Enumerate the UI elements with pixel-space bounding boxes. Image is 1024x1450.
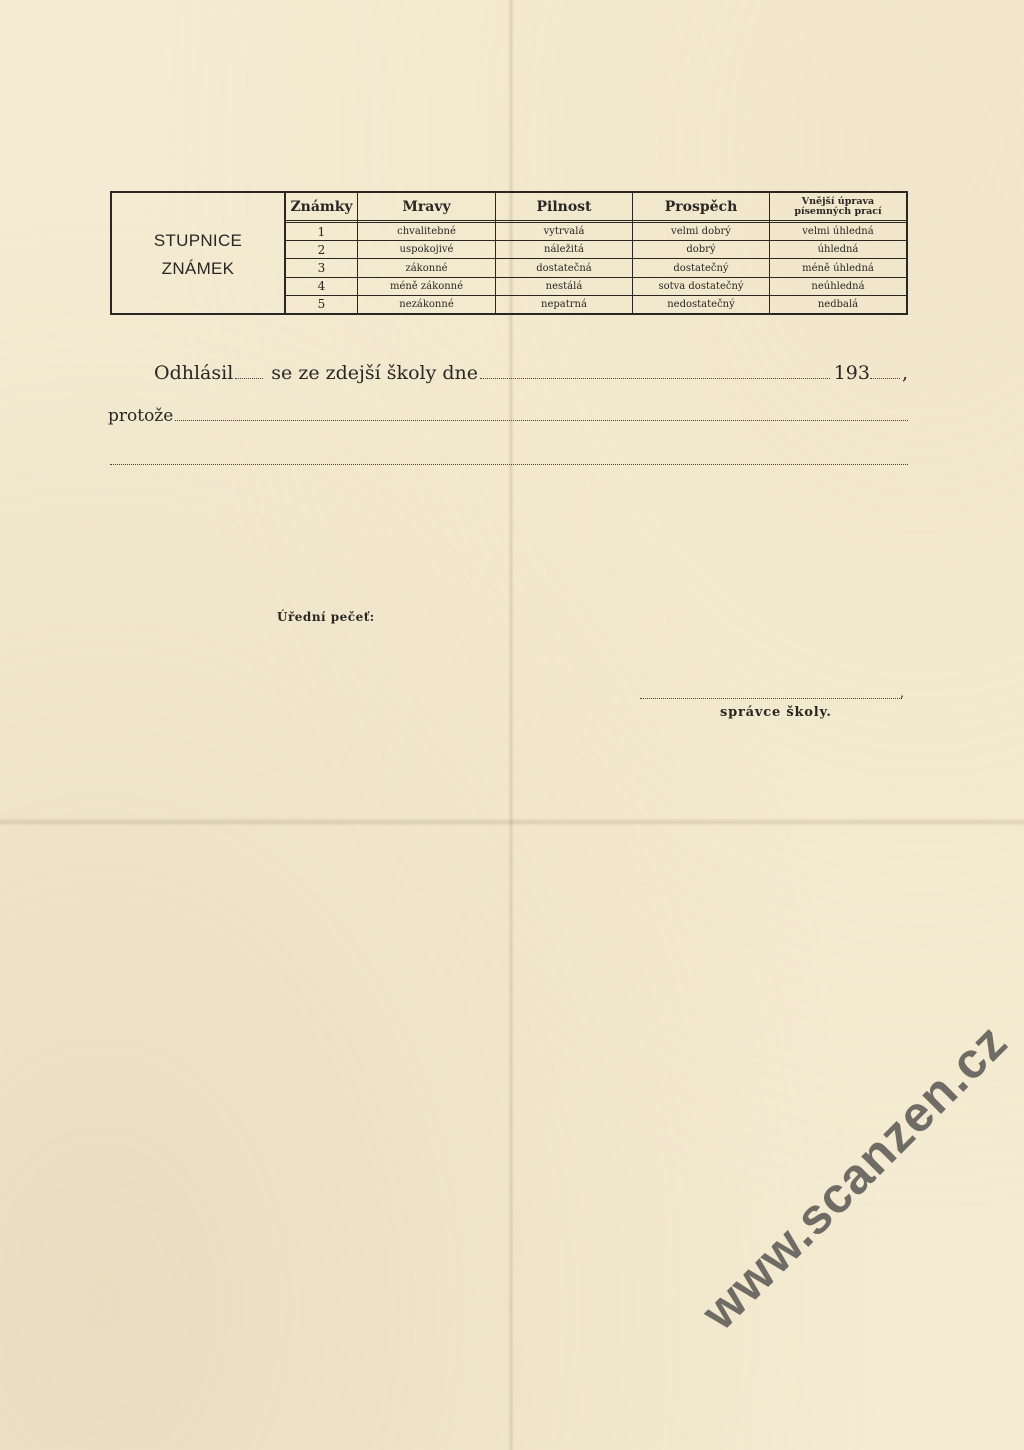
table-cell: náležitá (496, 241, 632, 259)
official-seal-label: Úřední pečeť: (277, 610, 375, 624)
table-cell: méně zákonné (358, 278, 495, 296)
table-cell: nedostatečný (667, 298, 735, 310)
scale-title (112, 193, 286, 313)
column-prospech (633, 193, 770, 313)
table-cell: 5 (317, 297, 326, 312)
column-mravy (358, 193, 496, 313)
school-text: se ze zdejší školy dne (271, 362, 478, 384)
table-cell: 2 (286, 241, 357, 259)
table-cell: velmi dobrý (633, 223, 769, 241)
table-cell: dobrý (633, 241, 769, 259)
reason-line (108, 400, 908, 426)
watermark: www.scanzen.cz (690, 1013, 1018, 1341)
table-cell: vytrvalá (496, 223, 632, 241)
table-cell: nestálá (496, 278, 632, 296)
table-cell: dostatečný (633, 259, 769, 277)
withdrawal-line (154, 354, 908, 384)
table-cell: nezákonné (399, 298, 454, 310)
table-cell: neúhledná (770, 278, 906, 296)
table-cell: velmi úhledná (770, 223, 906, 241)
reason-blank (175, 420, 908, 421)
column-header: Mravy (358, 193, 495, 223)
signature-comma: , (900, 686, 905, 701)
gender-suffix-blank (235, 378, 263, 379)
column-header: Pilnost (496, 193, 632, 223)
scale-title-line1: STUPNICE (153, 231, 243, 250)
column-header: Prospěch (633, 193, 769, 223)
table-cell: 3 (286, 259, 357, 277)
year-blank (870, 378, 900, 379)
column-vnejsi-uprava (770, 193, 906, 313)
line-comma: , (901, 362, 908, 384)
protoze-label: protože (108, 406, 174, 426)
table-cell: dostatečná (496, 259, 632, 277)
column-znamky (286, 193, 358, 313)
column-header (770, 193, 906, 223)
table-cell: uspokojivé (358, 241, 495, 259)
table-cell: sotva dostatečný (633, 278, 769, 296)
table-cell: úhledná (770, 241, 906, 259)
reason-blank-continued (110, 456, 908, 465)
table-cell: méně úhledná (770, 259, 906, 277)
odhlasil-label: Odhlásil (154, 362, 234, 384)
column-pilnost (496, 193, 633, 313)
table-cell: nepatrná (541, 298, 587, 310)
signature-blank (640, 692, 902, 699)
table-cell: nedbalá (817, 298, 859, 310)
table-cell: zákonné (358, 259, 495, 277)
year-prefix: 193 (833, 362, 870, 384)
table-cell: 4 (286, 278, 357, 296)
date-blank (480, 378, 830, 379)
column-header-line1: Vnější úprava (801, 195, 875, 207)
table-cell: 1 (286, 223, 357, 241)
column-header: Známky (286, 193, 357, 223)
column-header-line2: písemných prací (794, 205, 882, 217)
scale-grid (286, 193, 906, 313)
scale-title-line2: ZNÁMEK (161, 259, 235, 278)
signature-label: správce školy. (720, 705, 832, 720)
grade-scale-table (110, 191, 908, 315)
table-cell: chvalitebné (358, 223, 495, 241)
